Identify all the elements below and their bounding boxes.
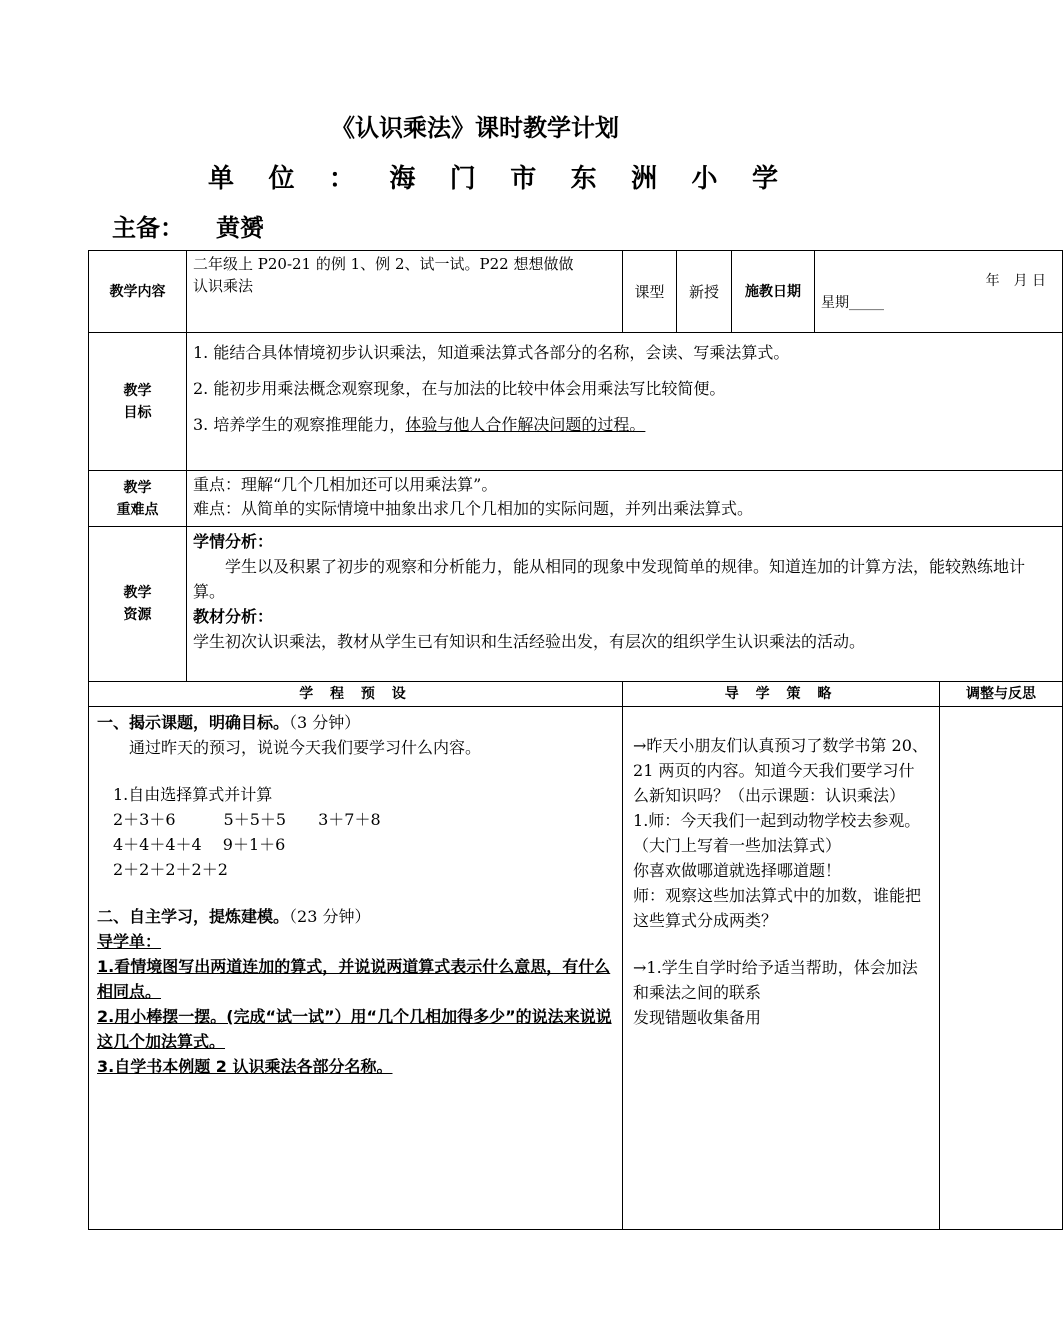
material-analysis-title: 教材分析： — [193, 607, 274, 626]
column-header-process: 学 程 预 设 — [89, 682, 623, 707]
strategy-text: →1.学生自学时给予适当帮助，体会加法和乘法之间的联系 — [633, 958, 918, 1002]
goal-item: 2. 能初步用乘法概念观察现象，在与加法的比较中体会用乘法写比较简便。 — [193, 379, 726, 398]
guide-sheet-item: 2.用小棒摆一摆。(完成“试一试”）用“几个几相加得多少”的说法来说说这几个加法算式。 — [97, 1007, 612, 1051]
unit-char: 小 — [691, 164, 718, 194]
resources-label-line: 教学 — [123, 585, 152, 601]
strategy-text: →昨天小朋友们认真预习了数学书第 20、21 两页的内容。知道今天我们要学习什么新知识吗？（出示课题：认识乘法） — [633, 736, 928, 805]
goal-item: 1. 能结合具体情境初步认识乘法，知道乘法算式各部分的名称，会读、写乘法算式。 — [193, 343, 790, 362]
goal-item-text: 3. 培养学生的观察推理能力， — [193, 415, 406, 434]
content-line: 认识乘法 — [193, 277, 254, 295]
strategy-text: 1.师：今天我们一起到动物学校去参观。（大门上写着一些加法算式） — [633, 811, 921, 855]
unit-char: 洲 — [631, 164, 658, 194]
guide-sheet-item: 1.看情境图写出两道连加的算式，并说说两道算式表示什么意思，有什么相同点。 — [97, 957, 611, 1001]
material-analysis-text: 学生初次认识乘法，教材从学生已有知识和生活经验出发，有层次的组织学生认识乘法的活动。 — [193, 632, 866, 651]
task1-text: 1.自由选择算式并计算 — [113, 785, 273, 804]
guide-sheet-title: 导学单： — [97, 932, 162, 951]
goals-label — [89, 333, 187, 471]
section-heading — [97, 710, 614, 735]
goals-label-line: 目标 — [123, 404, 152, 421]
content-line: 二年级上 P20-21 的例 1、例 2、试一试。P22 想想做做 — [193, 255, 574, 273]
date-label: 施教日期 — [732, 251, 815, 333]
guide-sheet-item: 3.自学书本例题 2 认识乘法各部分名称。 — [97, 1057, 393, 1076]
strategy-cell — [623, 707, 940, 1230]
author-line — [112, 208, 296, 243]
unit-char: 门 — [449, 164, 476, 194]
date-cell — [815, 251, 1063, 333]
column-header-reflection: 调整与反思 — [940, 682, 1063, 707]
keypoints-row — [89, 471, 1063, 527]
calc-line: 2＋3＋6 5＋5＋5 3＋7＋8 — [113, 810, 381, 829]
author-name: 黄赟 — [216, 214, 264, 242]
content-row — [89, 251, 1063, 333]
resources-row — [89, 527, 1063, 682]
lesson-plan-table — [88, 250, 1063, 1230]
section1-title: 一、揭示课题，明确目标。 — [97, 713, 290, 732]
page-title: 《认识乘法》课时教学计划 — [331, 114, 619, 142]
calc-line: 2＋2＋2＋2＋2 — [113, 860, 228, 879]
author-label: 主备： — [112, 214, 184, 242]
student-analysis-text: 学生以及积累了初步的观察和分析能力，能从相同的现象中发现简单的规律。知道连加的计算方法，能较熟练地计算。 — [193, 557, 1026, 601]
goal-item-underlined: 体验与他人合作解决问题的过程。 — [405, 415, 646, 434]
keypoints-label-line: 重难点 — [116, 501, 159, 518]
keypoint-item: 重点：理解“几个几相加还可以用乘法算”。 — [193, 475, 498, 494]
unit-line — [208, 158, 778, 195]
unit-char: 位 — [268, 164, 295, 194]
unit-char: 东 — [570, 164, 597, 194]
content-cell — [187, 251, 623, 333]
strategy-text: 你喜欢做哪道就选择哪道题！ — [633, 861, 842, 880]
student-analysis-title: 学情分析： — [193, 532, 274, 551]
keypoint-item: 难点：从简单的实际情境中抽象出求几个几相加的实际问题，并列出乘法算式。 — [193, 499, 754, 518]
section2-time: （23 分钟） — [289, 907, 371, 926]
unit-char: 单 — [208, 164, 235, 194]
goal-item — [193, 407, 1056, 443]
section1-text: 通过昨天的预习，说说今天我们要学习什么内容。 — [129, 738, 482, 757]
strategy-text: 发现错题收集备用 — [633, 1008, 762, 1027]
process-cell — [89, 707, 623, 1230]
reflection-cell — [940, 707, 1063, 1230]
unit-char: ： — [328, 164, 355, 194]
section2-title: 二、自主学习，提炼建模。 — [97, 907, 290, 926]
goals-row — [89, 333, 1063, 471]
keypoints-label-line: 教学 — [123, 479, 152, 496]
column-header-row — [89, 682, 1063, 707]
resources-label-line: 资源 — [123, 607, 152, 623]
resources-cell — [187, 527, 1063, 682]
unit-char: 海 — [389, 164, 416, 194]
column-header-strategy: 导 学 策 略 — [623, 682, 940, 707]
weekday-line: 星期_____ — [821, 294, 885, 311]
date-line: 年 月 日 — [985, 272, 1047, 289]
type-value: 新授 — [677, 251, 732, 333]
goals-label-line: 教学 — [123, 382, 152, 399]
type-label: 课型 — [623, 251, 677, 333]
calc-line: 4＋4＋4＋4 9＋1＋6 — [113, 835, 286, 854]
section1-time: （3 分钟） — [289, 713, 361, 732]
goals-cell — [187, 333, 1063, 471]
content-label: 教学内容 — [89, 251, 187, 333]
resources-label — [89, 527, 187, 682]
unit-char: 学 — [751, 164, 778, 194]
keypoints-cell — [187, 471, 1063, 527]
process-row — [89, 707, 1063, 1230]
strategy-text: 师：观察这些加法算式中的加数，谁能把这些算式分成两类？ — [633, 886, 922, 930]
section-heading — [97, 904, 614, 929]
unit-char: 市 — [510, 164, 537, 194]
keypoints-label — [89, 471, 187, 527]
